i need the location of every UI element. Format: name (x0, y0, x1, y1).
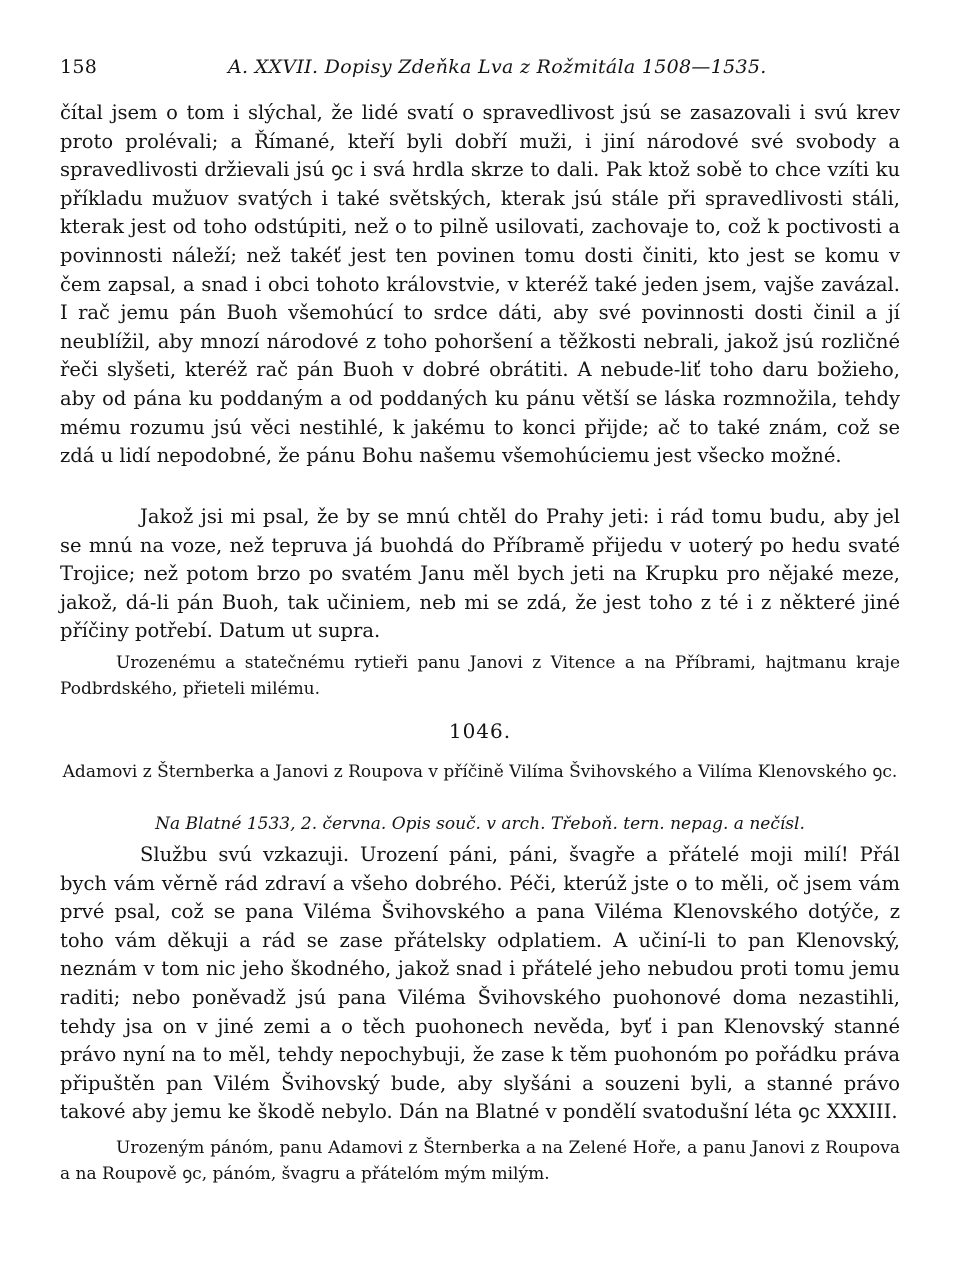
letter-body-paragraph: Službu svú vzkazuji. Urození páni, páni, švagře a přátelé moji milí! Přál bych vám věrně rád zdraví a všeho dobrého. Péči, kterúž jste o to měli, oč jsem vám prvé psal, což se pana Viléma Švihovského a pana Viléma Klenovského dotýče, z toho vám děkuji a rád se zase přátelsky odplatiem. A učiní-li to pan Klenovský, neznám v tom nic jeho škodného, jakož snad i přátelé jeho nebudou proti tomu jemu raditi; nebo poněvadž jsú pana Viléma Švihovského puohonové doma nezastihli, tehdy jsa on v jiné zemi a o těch puohonech nevěda, byť i pan Klenovský stanné právo nyní na to měl, tehdy nepochybuji, že zase k těm puohonóm po pořádku práva připuštěn pan Vilém Švihovský bude, aby slyšáni a souzeni byli, a stanné právo takové aby jemu ke škodě nebylo. Dán na Blatné v pondělí svatodušní léta ꝯc XXXIII. (60, 843, 900, 1124)
letter-address: Urozeným pánóm, panu Adamovi z Šternberka a na Zelené Hoře, a panu Janovi z Roupova a na Roupově ꝯc, pánóm, švagru a přátelóm mým milým. (60, 1138, 900, 1184)
running-title: A. XXVII. Dopisy Zdeňka Lva z Rožmitála 1508—1535. (228, 56, 767, 78)
letter-body-paragraph: Jakož jsi mi psal, že by se mnú chtěl do Prahy jeti: i rád tomu budu, aby jel se mnú na voze, než tepruva já buohdá do Příbramě přijedu v uoterý po hedu svaté Trojice; než potom brzo po svatém Janu měl bych jeti na Krupku pro nějaké meze, jakož, dá-li pán Buoh, tak učiniem, neb mi se zdá, že jest toho z té i z některé jiné příčiny potřebí. Datum ut supra. (60, 505, 900, 643)
source-note: Na Blatné 1533, 2. června. Opis souč. v arch. Třeboň. tern. nepag. a nečísl. (155, 814, 805, 834)
letter-address: Urozenému a statečnému rytieři panu Janovi z Vitence a na Příbrami, hajtmanu kraje Podbrdského, přieteli milému. (60, 653, 900, 699)
page-number: 158 (60, 56, 98, 78)
letter-body-paragraph: čítal jsem o tom i slýchal, že lidé svatí o spravedlivost jsú se zasazovali i svú krev proto prolévali; a Římané, kteří byli dobří muži, i jiní národové své svobody a spravedlivosti držievali jsú ꝯc i svá hrdla skrze to dali. Pak ktož sobě to chce vzíti ku příkladu mužuov svatých i také světských, kterak jsú stále při spravedlivosti stáli, kterak jest od toho odstúpiti, než o to pilně usilovati, zachovaje to, což k poctivosti a povinnosti náleží; než takéť jest ten povinen tomu dosti činiti, kto jest se komu v čem zapsal, a snad i obci tohoto královstvie, v kteréž také jeden jsem, vajše zavázal. I rač jemu pán Buoh všemohúcí to srdce dáti, aby své povinnosti dosti činil a jí neublížil, aby mnozí národové z toho pohoršení a těžkosti nebrali, jakož jsú rozličné řeči slyšeti, kteréž rač pán Buoh v dobré obrátiti. A nebude-liť toho daru božieho, aby od pána ku poddaným a od poddaných ku pánu větší se láska rozmnožila, tehdy mému rozumu jsú věci nestihlé, k jakému to konci přijde; ač to také znám, což se zdá u lidí nepodobné, že pánu Bohu našemu všemohúciemu jest všecko možné. (60, 101, 900, 468)
letter-heading: Adamovi z Šternberka a Janovi z Roupova v příčině Vilíma Švihovského a Vilíma Klenovského ꝯc. (62, 762, 898, 782)
letter-number: 1046. (448, 719, 512, 743)
running-head (60, 56, 900, 86)
